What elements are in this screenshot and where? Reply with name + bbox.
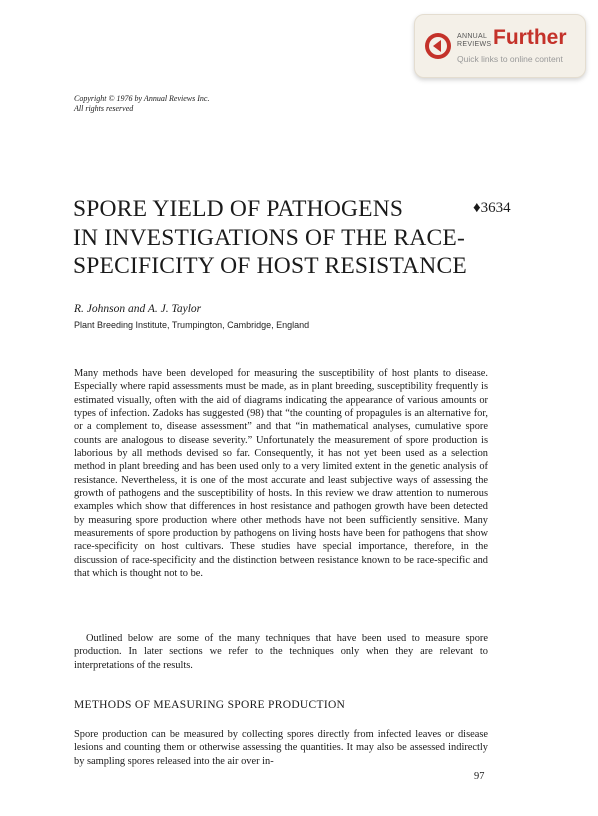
title-line: SPORE YIELD OF PATHOGENS	[73, 196, 404, 222]
further-link-badge[interactable]	[414, 14, 586, 78]
paragraph-outline: Outlined below are some of the many techniques that have been used to measure spore production. In later sections we refer to the techniques only when they are relevant to interpretations of the results.	[74, 633, 488, 671]
affiliation: Plant Breeding Institute, Trumpington, Cambridge, England	[74, 320, 310, 330]
paragraph-intro: Many methods have been developed for measuring the susceptibility of host plants to disease. Especially where rapid assessments must be made, as in plant breeding, susceptibility frequently is estimated visually, often with the aid of diagrams indicating the appearance of various amounts or types of infection. Zadoks has suggested (98) that “the counting of propagules is an alternative for, or a complement to, disease assessment” and that “in mathematical analyses, cumulative spore counts are analogous to disease severity.” Unfortunately the measurement of spore production is laborious by all methods devised so far. Consequently, it has not yet been used as a selection method in plant breeding and has been used only to a very limited extent in the genetic analysis of resistance. Nevertheless, it is one of the most accurate and least subjective ways of assessing the growth of pathogens and the susceptibility of hosts. In this review we draw attention to numerous examples which show that differences in host resistance and pathogen growth have been detected by measuring spore production where other methods have not been sufficiently sensitive. Many measurements of spore production by pathogens on living hosts have been for pathogens that show race-specificity on host cultivars. These studies have special importance, therefore, in the discussion of race-specificity and the distinction between resistance known to be race-specific and that which is thought not to be.	[74, 368, 488, 580]
copyright-line: Copyright © 1976 by Annual Reviews Inc.	[74, 94, 210, 103]
further-title: Further	[493, 26, 567, 49]
title-line: IN INVESTIGATIONS OF THE RACE-	[73, 224, 465, 251]
rights-line: All rights reserved	[74, 104, 134, 113]
copyright-notice	[74, 94, 209, 114]
title-line: SPECIFICITY OF HOST RESISTANCE	[73, 253, 467, 279]
annual-reviews-wordmark: ANNUAL REVIEWS	[457, 33, 492, 48]
authors: R. Johnson and A. J. Taylor	[74, 303, 202, 315]
page-number: 97	[474, 771, 485, 782]
paragraph-methods: Spore production can be measured by collecting spores directly from infected leaves or disease lesions and counting them or otherwise assessing the quantities. It may also be assessed indirectly by sampling spores released into the air over in-	[74, 729, 488, 767]
article-title	[73, 195, 467, 281]
further-subtitle: Quick links to online content	[457, 54, 563, 64]
annual-reviews-logo-icon	[424, 32, 452, 60]
section-heading: METHODS OF MEASURING SPORE PRODUCTION	[74, 699, 346, 711]
article-code: ♦3634	[473, 200, 511, 216]
